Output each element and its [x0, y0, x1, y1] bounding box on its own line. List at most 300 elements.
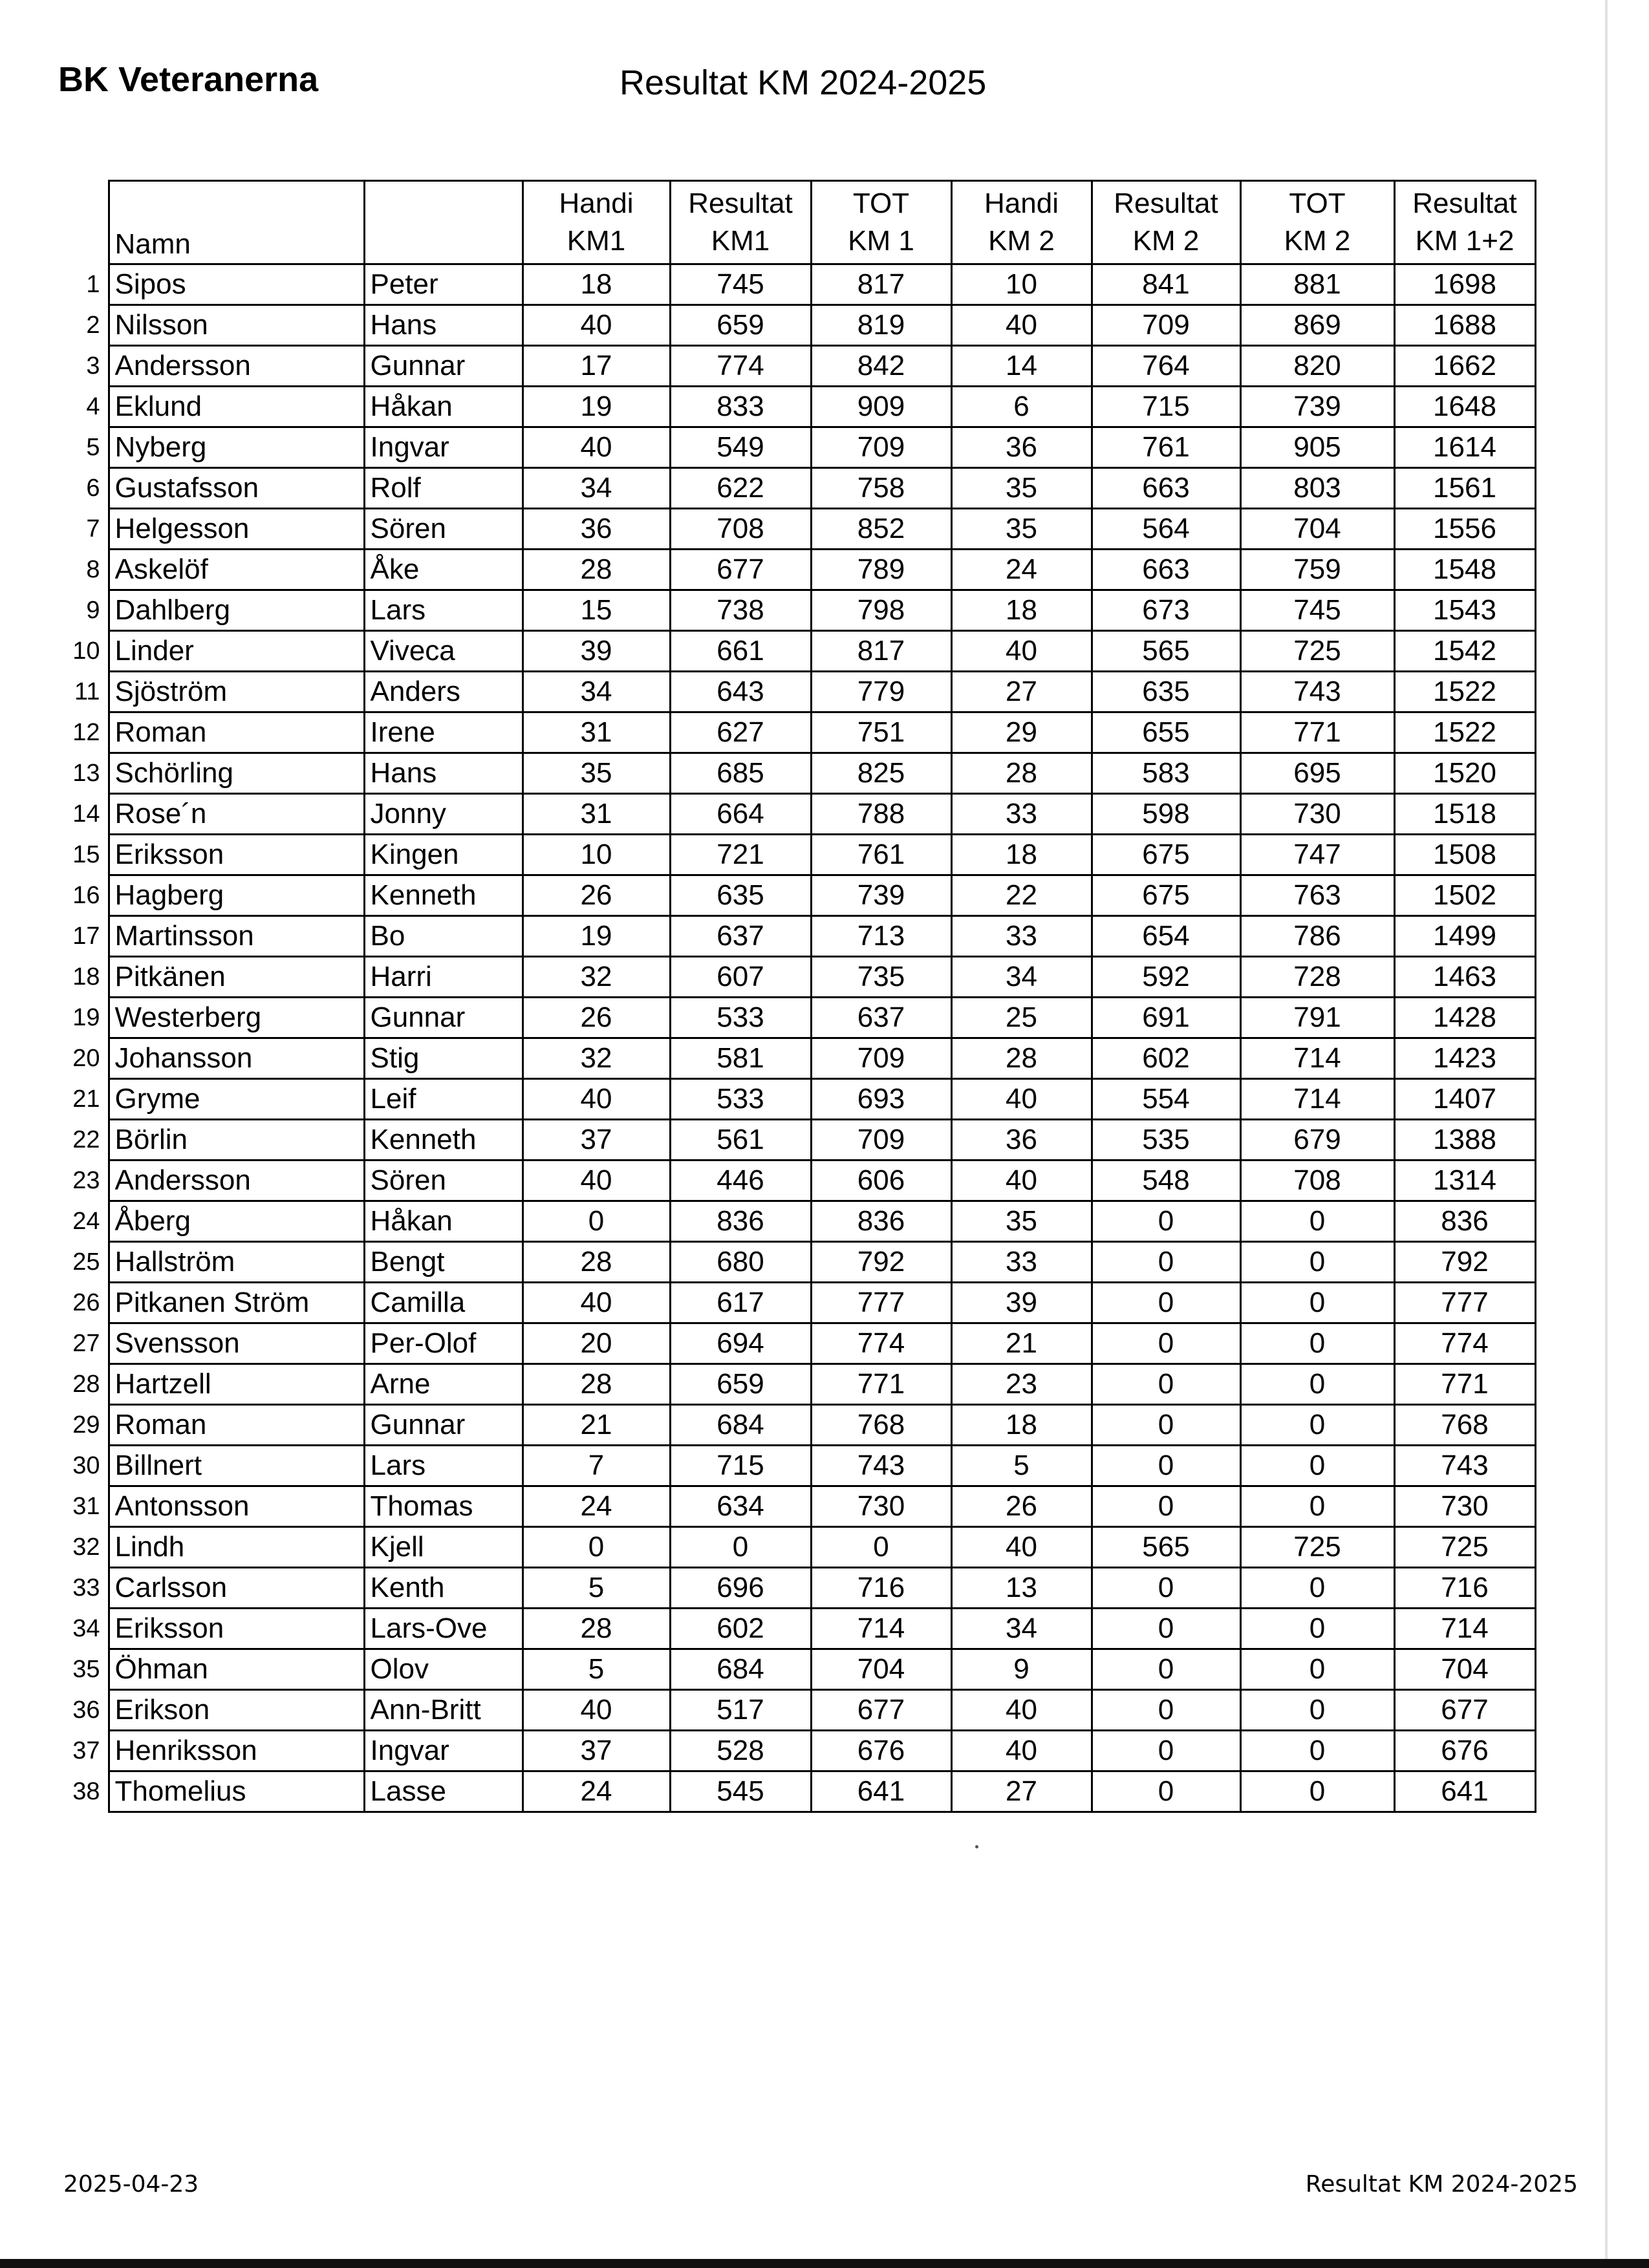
cell-resultat-km2: 0 [1092, 1405, 1240, 1446]
cell-resultat-km12: 768 [1394, 1405, 1535, 1446]
cell-resultat-km12: 1698 [1394, 264, 1535, 305]
table-row [58, 550, 1535, 590]
cell-resultat-km12: 1502 [1394, 875, 1535, 916]
cell-resultat-km12: 1522 [1394, 672, 1535, 712]
cell-rank: 6 [86, 475, 100, 502]
cell-handi-km1: 26 [523, 998, 670, 1038]
cell-handi-km1: 5 [523, 1568, 670, 1609]
cell-handi-km2: 10 [951, 264, 1092, 305]
cell-handi-km2: 28 [951, 1038, 1092, 1079]
cell-first-name: Arne [364, 1364, 523, 1405]
cell-last-name: Johansson [109, 1038, 364, 1079]
cell-resultat-km2: 565 [1092, 631, 1240, 672]
cell-tot-km1: 761 [811, 835, 951, 875]
cell-rank: 3 [86, 352, 100, 380]
table-row [58, 264, 1535, 305]
results-table [58, 180, 1536, 1813]
cell-resultat-km1: 664 [670, 794, 811, 835]
cell-last-name: Nilsson [109, 305, 364, 346]
cell-first-name: Peter [364, 264, 523, 305]
cell-tot-km2: 0 [1240, 1364, 1394, 1405]
cell-handi-km1: 31 [523, 712, 670, 753]
cell-tot-km1: 788 [811, 794, 951, 835]
cell-resultat-km1: 533 [670, 1079, 811, 1120]
cell-resultat-km2: 598 [1092, 794, 1240, 835]
cell-handi-km1: 39 [523, 631, 670, 672]
cell-tot-km1: 713 [811, 916, 951, 957]
cell-rank: 23 [72, 1167, 100, 1194]
cell-handi-km1: 34 [523, 468, 670, 509]
cell-tot-km1: 817 [811, 264, 951, 305]
cell-handi-km2: 6 [951, 387, 1092, 427]
cell-resultat-km2: 0 [1092, 1771, 1240, 1812]
cell-first-name: Gunnar [364, 1405, 523, 1446]
cell-resultat-km1: 659 [670, 1364, 811, 1405]
table-row [58, 468, 1535, 509]
table-row [58, 1120, 1535, 1161]
cell-resultat-km12: 1518 [1394, 794, 1535, 835]
table-header-row [58, 181, 1535, 264]
cell-rank: 18 [72, 963, 100, 990]
table-row [58, 427, 1535, 468]
cell-first-name: Håkan [364, 1201, 523, 1242]
cell-handi-km1: 28 [523, 1609, 670, 1649]
cell-handi-km2: 33 [951, 1242, 1092, 1283]
cell-last-name: Carlsson [109, 1568, 364, 1609]
cell-tot-km1: 641 [811, 1771, 951, 1812]
table-row [58, 1405, 1535, 1446]
cell-last-name: Eriksson [109, 1609, 364, 1649]
cell-handi-km1: 32 [523, 957, 670, 998]
cell-rank: 20 [72, 1045, 100, 1072]
table-row [58, 916, 1535, 957]
cell-tot-km2: 708 [1240, 1161, 1394, 1201]
cell-last-name: Öhman [109, 1649, 364, 1690]
cell-rank: 35 [72, 1656, 100, 1683]
cell-resultat-km1: 643 [670, 672, 811, 712]
document-title: Resultat KM 2024-2025 [620, 63, 987, 102]
cell-handi-km1: 40 [523, 305, 670, 346]
cell-tot-km2: 714 [1240, 1038, 1394, 1079]
cell-resultat-km12: 1463 [1394, 957, 1535, 998]
cell-rank: 13 [72, 760, 100, 787]
cell-resultat-km2: 0 [1092, 1283, 1240, 1323]
table-row [58, 1201, 1535, 1242]
cell-resultat-km12: 792 [1394, 1242, 1535, 1283]
cell-tot-km2: 763 [1240, 875, 1394, 916]
results-body [58, 264, 1535, 1812]
cell-resultat-km2: 673 [1092, 590, 1240, 631]
cell-tot-km2: 743 [1240, 672, 1394, 712]
cell-tot-km2: 0 [1240, 1486, 1394, 1527]
cell-resultat-km12: 641 [1394, 1771, 1535, 1812]
cell-handi-km2: 34 [951, 957, 1092, 998]
cell-last-name: Gustafsson [109, 468, 364, 509]
cell-handi-km2: 40 [951, 1161, 1092, 1201]
cell-last-name: Åberg [109, 1201, 364, 1242]
table-row [58, 1364, 1535, 1405]
cell-resultat-km1: 661 [670, 631, 811, 672]
column-header-handi-km1: Handi KM1 [523, 181, 670, 264]
cell-first-name: Lars-Ove [364, 1609, 523, 1649]
table-row [58, 1486, 1535, 1527]
cell-last-name: Svensson [109, 1323, 364, 1364]
cell-resultat-km2: 0 [1092, 1568, 1240, 1609]
cell-tot-km2: 0 [1240, 1242, 1394, 1283]
cell-rank: 24 [72, 1208, 100, 1235]
cell-rank: 36 [72, 1696, 100, 1724]
cell-tot-km1: 0 [811, 1527, 951, 1568]
cell-handi-km2: 35 [951, 1201, 1092, 1242]
cell-tot-km1: 852 [811, 509, 951, 550]
cell-resultat-km2: 0 [1092, 1609, 1240, 1649]
cell-last-name: Linder [109, 631, 364, 672]
cell-first-name: Ann-Britt [364, 1690, 523, 1731]
cell-resultat-km1: 774 [670, 346, 811, 387]
cell-rank: 1 [86, 271, 100, 298]
cell-tot-km1: 730 [811, 1486, 951, 1527]
cell-first-name: Kjell [364, 1527, 523, 1568]
cell-tot-km1: 758 [811, 468, 951, 509]
cell-resultat-km1: 684 [670, 1649, 811, 1690]
cell-resultat-km2: 675 [1092, 835, 1240, 875]
table-row [58, 1446, 1535, 1486]
cell-rank: 2 [86, 312, 100, 339]
cell-tot-km1: 735 [811, 957, 951, 998]
cell-first-name: Olov [364, 1649, 523, 1690]
cell-resultat-km12: 1423 [1394, 1038, 1535, 1079]
cell-last-name: Billnert [109, 1446, 364, 1486]
cell-tot-km1: 909 [811, 387, 951, 427]
cell-resultat-km1: 581 [670, 1038, 811, 1079]
cell-tot-km2: 0 [1240, 1690, 1394, 1731]
cell-resultat-km12: 1543 [1394, 590, 1535, 631]
cell-handi-km1: 20 [523, 1323, 670, 1364]
cell-handi-km2: 35 [951, 468, 1092, 509]
cell-resultat-km2: 592 [1092, 957, 1240, 998]
cell-handi-km2: 14 [951, 346, 1092, 387]
cell-last-name: Helgesson [109, 509, 364, 550]
cell-resultat-km12: 1688 [1394, 305, 1535, 346]
cell-handi-km1: 18 [523, 264, 670, 305]
cell-first-name: Irene [364, 712, 523, 753]
cell-resultat-km12: 771 [1394, 1364, 1535, 1405]
cell-resultat-km2: 564 [1092, 509, 1240, 550]
cell-handi-km2: 40 [951, 1690, 1092, 1731]
cell-resultat-km1: 637 [670, 916, 811, 957]
cell-resultat-km12: 1662 [1394, 346, 1535, 387]
cell-handi-km1: 40 [523, 1079, 670, 1120]
cell-handi-km1: 7 [523, 1446, 670, 1486]
cell-resultat-km12: 716 [1394, 1568, 1535, 1609]
cell-resultat-km2: 654 [1092, 916, 1240, 957]
cell-handi-km2: 28 [951, 753, 1092, 794]
cell-first-name: Gunnar [364, 346, 523, 387]
cell-rank: 17 [72, 923, 100, 950]
cell-tot-km2: 730 [1240, 794, 1394, 835]
cell-handi-km1: 0 [523, 1527, 670, 1568]
cell-tot-km2: 771 [1240, 712, 1394, 753]
cell-handi-km2: 27 [951, 1771, 1092, 1812]
cell-handi-km1: 40 [523, 1283, 670, 1323]
cell-resultat-km12: 777 [1394, 1283, 1535, 1323]
cell-tot-km1: 777 [811, 1283, 951, 1323]
cell-handi-km2: 21 [951, 1323, 1092, 1364]
cell-tot-km1: 798 [811, 590, 951, 631]
cell-handi-km1: 34 [523, 672, 670, 712]
cell-resultat-km12: 730 [1394, 1486, 1535, 1527]
cell-first-name: Lars [364, 1446, 523, 1486]
cell-resultat-km2: 635 [1092, 672, 1240, 712]
cell-tot-km2: 0 [1240, 1201, 1394, 1242]
cell-rank: 37 [72, 1737, 100, 1764]
cell-resultat-km2: 663 [1092, 468, 1240, 509]
cell-first-name: Thomas [364, 1486, 523, 1527]
cell-tot-km1: 771 [811, 1364, 951, 1405]
cell-resultat-km2: 691 [1092, 998, 1240, 1038]
cell-tot-km1: 709 [811, 1120, 951, 1161]
cell-handi-km1: 28 [523, 1364, 670, 1405]
cell-handi-km2: 5 [951, 1446, 1092, 1486]
cell-first-name: Kenneth [364, 875, 523, 916]
cell-resultat-km2: 675 [1092, 875, 1240, 916]
cell-handi-km2: 40 [951, 1731, 1092, 1771]
cell-first-name: Håkan [364, 387, 523, 427]
cell-last-name: Antonsson [109, 1486, 364, 1527]
cell-first-name: Stig [364, 1038, 523, 1079]
cell-handi-km2: 40 [951, 631, 1092, 672]
cell-resultat-km12: 1428 [1394, 998, 1535, 1038]
table-row [58, 1649, 1535, 1690]
cell-tot-km2: 803 [1240, 468, 1394, 509]
cell-resultat-km12: 743 [1394, 1446, 1535, 1486]
cell-handi-km1: 40 [523, 427, 670, 468]
cell-handi-km1: 0 [523, 1201, 670, 1242]
cell-resultat-km12: 1508 [1394, 835, 1535, 875]
table-row [58, 631, 1535, 672]
cell-rank: 30 [72, 1452, 100, 1479]
cell-resultat-km2: 841 [1092, 264, 1240, 305]
scan-bottom-edge [0, 2259, 1649, 2268]
cell-tot-km2: 739 [1240, 387, 1394, 427]
cell-last-name: Roman [109, 712, 364, 753]
cell-resultat-km1: 528 [670, 1731, 811, 1771]
column-header-firstname [364, 181, 523, 264]
cell-resultat-km2: 0 [1092, 1242, 1240, 1283]
table-row [58, 1771, 1535, 1812]
cell-rank: 22 [72, 1126, 100, 1153]
table-row [58, 1731, 1535, 1771]
cell-rank: 31 [72, 1493, 100, 1520]
cell-handi-km2: 18 [951, 590, 1092, 631]
cell-resultat-km1: 533 [670, 998, 811, 1038]
cell-resultat-km12: 725 [1394, 1527, 1535, 1568]
cell-tot-km1: 606 [811, 1161, 951, 1201]
cell-first-name: Viveca [364, 631, 523, 672]
cell-resultat-km1: 696 [670, 1568, 811, 1609]
cell-handi-km1: 26 [523, 875, 670, 916]
cell-resultat-km12: 1520 [1394, 753, 1535, 794]
cell-resultat-km1: 607 [670, 957, 811, 998]
column-header-handi-km2: Handi KM 2 [951, 181, 1092, 264]
cell-resultat-km2: 0 [1092, 1486, 1240, 1527]
cell-last-name: Martinsson [109, 916, 364, 957]
cell-resultat-km1: 745 [670, 264, 811, 305]
cell-resultat-km1: 549 [670, 427, 811, 468]
cell-rank: 21 [72, 1086, 100, 1113]
cell-resultat-km1: 708 [670, 509, 811, 550]
cell-handi-km1: 28 [523, 1242, 670, 1283]
cell-tot-km2: 820 [1240, 346, 1394, 387]
cell-tot-km2: 0 [1240, 1405, 1394, 1446]
cell-resultat-km2: 535 [1092, 1120, 1240, 1161]
cell-rank: 34 [72, 1615, 100, 1642]
cell-first-name: Hans [364, 305, 523, 346]
cell-first-name: Sören [364, 509, 523, 550]
cell-resultat-km2: 0 [1092, 1731, 1240, 1771]
cell-resultat-km12: 1548 [1394, 550, 1535, 590]
table-row [58, 1690, 1535, 1731]
cell-first-name: Jonny [364, 794, 523, 835]
cell-rank: 10 [72, 637, 100, 665]
cell-resultat-km12: 1407 [1394, 1079, 1535, 1120]
cell-handi-km2: 33 [951, 794, 1092, 835]
cell-tot-km2: 786 [1240, 916, 1394, 957]
cell-handi-km2: 18 [951, 835, 1092, 875]
cell-first-name: Rolf [364, 468, 523, 509]
cell-handi-km2: 29 [951, 712, 1092, 753]
cell-rank: 29 [72, 1411, 100, 1439]
cell-resultat-km2: 0 [1092, 1649, 1240, 1690]
cell-tot-km2: 747 [1240, 835, 1394, 875]
table-row [58, 1323, 1535, 1364]
cell-tot-km2: 881 [1240, 264, 1394, 305]
cell-resultat-km1: 617 [670, 1283, 811, 1323]
cell-tot-km2: 728 [1240, 957, 1394, 998]
cell-resultat-km1: 694 [670, 1323, 811, 1364]
cell-handi-km1: 19 [523, 387, 670, 427]
table-row [58, 875, 1535, 916]
cell-tot-km1: 768 [811, 1405, 951, 1446]
cell-first-name: Anders [364, 672, 523, 712]
cell-resultat-km2: 0 [1092, 1690, 1240, 1731]
cell-handi-km1: 35 [523, 753, 670, 794]
table-row [58, 835, 1535, 875]
cell-first-name: Kenneth [364, 1120, 523, 1161]
cell-resultat-km12: 774 [1394, 1323, 1535, 1364]
cell-tot-km2: 0 [1240, 1649, 1394, 1690]
cell-last-name: Pitkanen Ström [109, 1283, 364, 1323]
cell-last-name: Sipos [109, 264, 364, 305]
cell-tot-km1: 714 [811, 1609, 951, 1649]
cell-last-name: Hagberg [109, 875, 364, 916]
cell-first-name: Kenth [364, 1568, 523, 1609]
cell-resultat-km2: 663 [1092, 550, 1240, 590]
cell-resultat-km1: 0 [670, 1527, 811, 1568]
cell-handi-km2: 23 [951, 1364, 1092, 1405]
cell-last-name: Hartzell [109, 1364, 364, 1405]
cell-rank: 7 [86, 515, 100, 542]
cell-tot-km2: 695 [1240, 753, 1394, 794]
cell-last-name: Askelöf [109, 550, 364, 590]
cell-tot-km2: 0 [1240, 1323, 1394, 1364]
cell-tot-km1: 709 [811, 427, 951, 468]
cell-first-name: Leif [364, 1079, 523, 1120]
cell-last-name: Rose´n [109, 794, 364, 835]
cell-tot-km1: 789 [811, 550, 951, 590]
cell-handi-km1: 10 [523, 835, 670, 875]
cell-resultat-km1: 833 [670, 387, 811, 427]
cell-tot-km2: 759 [1240, 550, 1394, 590]
cell-tot-km1: 842 [811, 346, 951, 387]
cell-rank: 33 [72, 1574, 100, 1601]
cell-last-name: Schörling [109, 753, 364, 794]
cell-resultat-km2: 602 [1092, 1038, 1240, 1079]
rank-header [58, 181, 109, 264]
cell-last-name: Lindh [109, 1527, 364, 1568]
column-header-tot-km2: TOT KM 2 [1240, 181, 1394, 264]
table-row [58, 590, 1535, 631]
cell-first-name: Ingvar [364, 427, 523, 468]
cell-resultat-km2: 761 [1092, 427, 1240, 468]
cell-resultat-km1: 677 [670, 550, 811, 590]
cell-resultat-km1: 622 [670, 468, 811, 509]
cell-tot-km1: 792 [811, 1242, 951, 1283]
cell-handi-km1: 36 [523, 509, 670, 550]
column-header-resultat-km2: Resultat KM 2 [1092, 181, 1240, 264]
table-row [58, 1609, 1535, 1649]
cell-first-name: Åke [364, 550, 523, 590]
cell-handi-km1: 28 [523, 550, 670, 590]
cell-resultat-km12: 1522 [1394, 712, 1535, 753]
table-row [58, 387, 1535, 427]
cell-tot-km2: 745 [1240, 590, 1394, 631]
cell-resultat-km2: 583 [1092, 753, 1240, 794]
cell-first-name: Lars [364, 590, 523, 631]
cell-rank: 4 [86, 393, 100, 420]
cell-handi-km1: 24 [523, 1486, 670, 1527]
cell-resultat-km2: 764 [1092, 346, 1240, 387]
cell-tot-km1: 677 [811, 1690, 951, 1731]
cell-tot-km1: 637 [811, 998, 951, 1038]
cell-resultat-km12: 1499 [1394, 916, 1535, 957]
table-row [58, 753, 1535, 794]
cell-handi-km1: 17 [523, 346, 670, 387]
cell-tot-km1: 676 [811, 1731, 951, 1771]
cell-tot-km1: 743 [811, 1446, 951, 1486]
cell-rank: 25 [72, 1248, 100, 1276]
table-row [58, 346, 1535, 387]
cell-last-name: Pitkänen [109, 957, 364, 998]
cell-handi-km2: 40 [951, 1079, 1092, 1120]
cell-first-name: Lasse [364, 1771, 523, 1812]
cell-rank: 5 [86, 434, 100, 461]
cell-tot-km2: 679 [1240, 1120, 1394, 1161]
table-row [58, 1038, 1535, 1079]
cell-handi-km2: 39 [951, 1283, 1092, 1323]
cell-resultat-km1: 721 [670, 835, 811, 875]
cell-resultat-km2: 709 [1092, 305, 1240, 346]
cell-resultat-km12: 1314 [1394, 1161, 1535, 1201]
cell-resultat-km1: 561 [670, 1120, 811, 1161]
cell-resultat-km2: 0 [1092, 1364, 1240, 1405]
cell-last-name: Thomelius [109, 1771, 364, 1812]
cell-resultat-km2: 0 [1092, 1201, 1240, 1242]
cell-rank: 32 [72, 1534, 100, 1561]
cell-resultat-km1: 602 [670, 1609, 811, 1649]
cell-last-name: Andersson [109, 1161, 364, 1201]
cell-tot-km1: 704 [811, 1649, 951, 1690]
